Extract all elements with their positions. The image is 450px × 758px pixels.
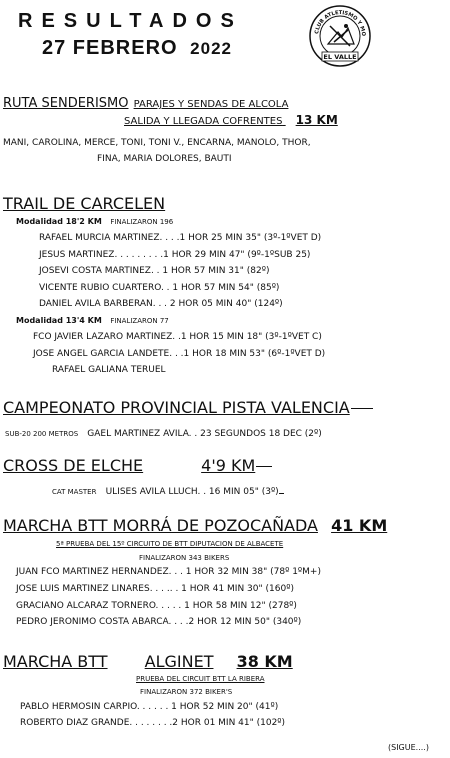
continue-note: (SIGUE....) [388, 743, 429, 752]
date-year: 2022 [190, 39, 232, 58]
trail-mod1-label: Modalidad 18'2 KM [16, 217, 102, 226]
cross-result-line [52, 479, 284, 498]
trail-mod1-heading [16, 217, 173, 226]
marcha1-subtitle: 5ª PRUEBA DEL 15º CIRCUITO DE BTT DIPUTACION DE ALBACETE [56, 540, 284, 548]
logo-text-top: CLUB ATLETISMO Y MO [314, 9, 367, 37]
table-row: RAFAEL GALIANA TERUEL [52, 365, 166, 375]
marcha2-finished: FINALIZARON 372 BIKER'S [140, 688, 233, 696]
table-row: JOSE LUIS MARTINEZ LINARES. . . .. . 1 HOR 41 MIN 30" (160º) [16, 584, 294, 594]
table-row: VICENTE RUBIO CUARTERO. . 1 HOR 57 MIN 54" (85º) [39, 283, 280, 293]
cross-distance: 4'9 KM [201, 456, 256, 475]
table-row: PEDRO JERONIMO COSTA ABARCA. . . .2 HOR 12 MIN 50" (340º) [16, 617, 302, 627]
divider [256, 466, 272, 467]
marcha2-place: ALGINET [144, 652, 214, 671]
logo-text-bottom: EL VALLE [323, 53, 357, 61]
trail-mod1-finished: FINALIZARON 196 [110, 218, 174, 226]
table-row: JOSEVI COSTA MARTINEZ. . 1 HOR 57 MIN 31" (82º) [39, 266, 270, 276]
campeonato-title: CAMPEONATO PROVINCIAL PISTA VALENCIA [3, 398, 350, 417]
ruta-subtitle: PARAJES Y SENDAS DE ALCOLA [133, 99, 289, 110]
cross-category: CAT MASTER [52, 488, 97, 496]
club-seal-icon [308, 4, 372, 68]
trail-mod2-label: Modalidad 13'4 KM [16, 316, 102, 325]
campeonato-heading [3, 398, 373, 417]
marcha2-title: MARCHA BTT [3, 652, 108, 671]
table-row: RAFAEL MURCIA MARTINEZ. . . .1 HOR 25 MIN 35" (3º-1ºVET D) [39, 233, 322, 243]
cross-heading [3, 456, 272, 475]
marcha1-title: MARCHA BTT MORRÁ DE POZOCAÑADA [3, 516, 318, 535]
ruta-title: RUTA SENDERISMO [3, 96, 129, 111]
table-row: JOSE ANGEL GARCIA LANDETE. . .1 HOR 18 MIN 53" (6º-1ºVET D) [33, 349, 326, 359]
page-title: RESULTADOS [18, 10, 243, 32]
marcha1-heading [3, 516, 387, 535]
table-row: JUAN FCO MARTINEZ HERNANDEZ. . . 1 HOR 32 MIN 38" (78º 1ºM+) [16, 567, 321, 577]
marcha2-heading [3, 652, 293, 671]
table-row: FCO JAVIER LAZARO MARTINEZ. .1 HOR 15 MIN 18" (3º-1ºVET C) [33, 332, 322, 342]
campeonato-result: GAEL MARTINEZ AVILA. . 23 SEGUNDOS 18 DEC (2º) [87, 429, 322, 439]
svg-text:CLUB ATLETISMO Y MONTAÑA [308, 4, 366, 37]
marcha2-distance: 38 KM [236, 652, 293, 671]
ruta-info: SALIDA Y LLEGADA COFRENTES [124, 116, 283, 127]
trail-mod2-heading [16, 316, 169, 325]
table-row: GRACIANO ALCARAZ TORNERO. . . . . 1 HOR 58 MIN 12" (278º) [16, 601, 297, 611]
trail-title: TRAIL DE CARCELEN [3, 194, 166, 213]
ruta-info-line [124, 113, 338, 127]
club-logo [308, 4, 372, 68]
page-date [42, 37, 232, 60]
marcha1-distance: 41 KM [331, 516, 388, 535]
table-row: DANIEL AVILA BARBERAN. . . 2 HOR 05 MIN 40" (124º) [39, 299, 283, 309]
ruta-names-2: FINA, MARIA DOLORES, BAUTI [97, 154, 232, 164]
ruta-heading [3, 92, 288, 111]
date-day: 27 FEBRERO [42, 37, 178, 59]
campeonato-category: SUB-20 200 METROS [5, 430, 79, 438]
marcha1-finished: FINALIZARON 343 BIKERS [139, 554, 230, 562]
trail-mod2-finished: FINALIZARON 77 [110, 317, 169, 325]
ruta-distance: 13 KM [295, 113, 338, 127]
cross-result: ULISES AVILA LLUCH. . 16 MIN 05" (3º) [105, 487, 279, 497]
campeonato-result-line [5, 421, 322, 440]
cross-title: CROSS DE ELCHE [3, 456, 144, 475]
marcha2-subtitle: PRUEBA DEL CIRCUIT BTT LA RIBERA [136, 675, 265, 683]
divider [351, 408, 373, 409]
table-row: JESUS MARTINEZ. . . . . . . . .1 HOR 29 MIN 47" (9º-1ºSUB 25) [39, 250, 311, 260]
table-row: ROBERTO DIAZ GRANDE. . . . . . . .2 HOR 01 MIN 41" (102º) [20, 718, 286, 728]
ruta-names-1: MANI, CAROLINA, MERCE, TONI, TONI V., ENCARNA, MANOLO, THOR, [3, 138, 311, 148]
table-row: PABLO HERMOSIN CARPIO. . . . . . 1 HOR 52 MIN 20" (41º) [20, 702, 279, 712]
divider [279, 493, 284, 494]
